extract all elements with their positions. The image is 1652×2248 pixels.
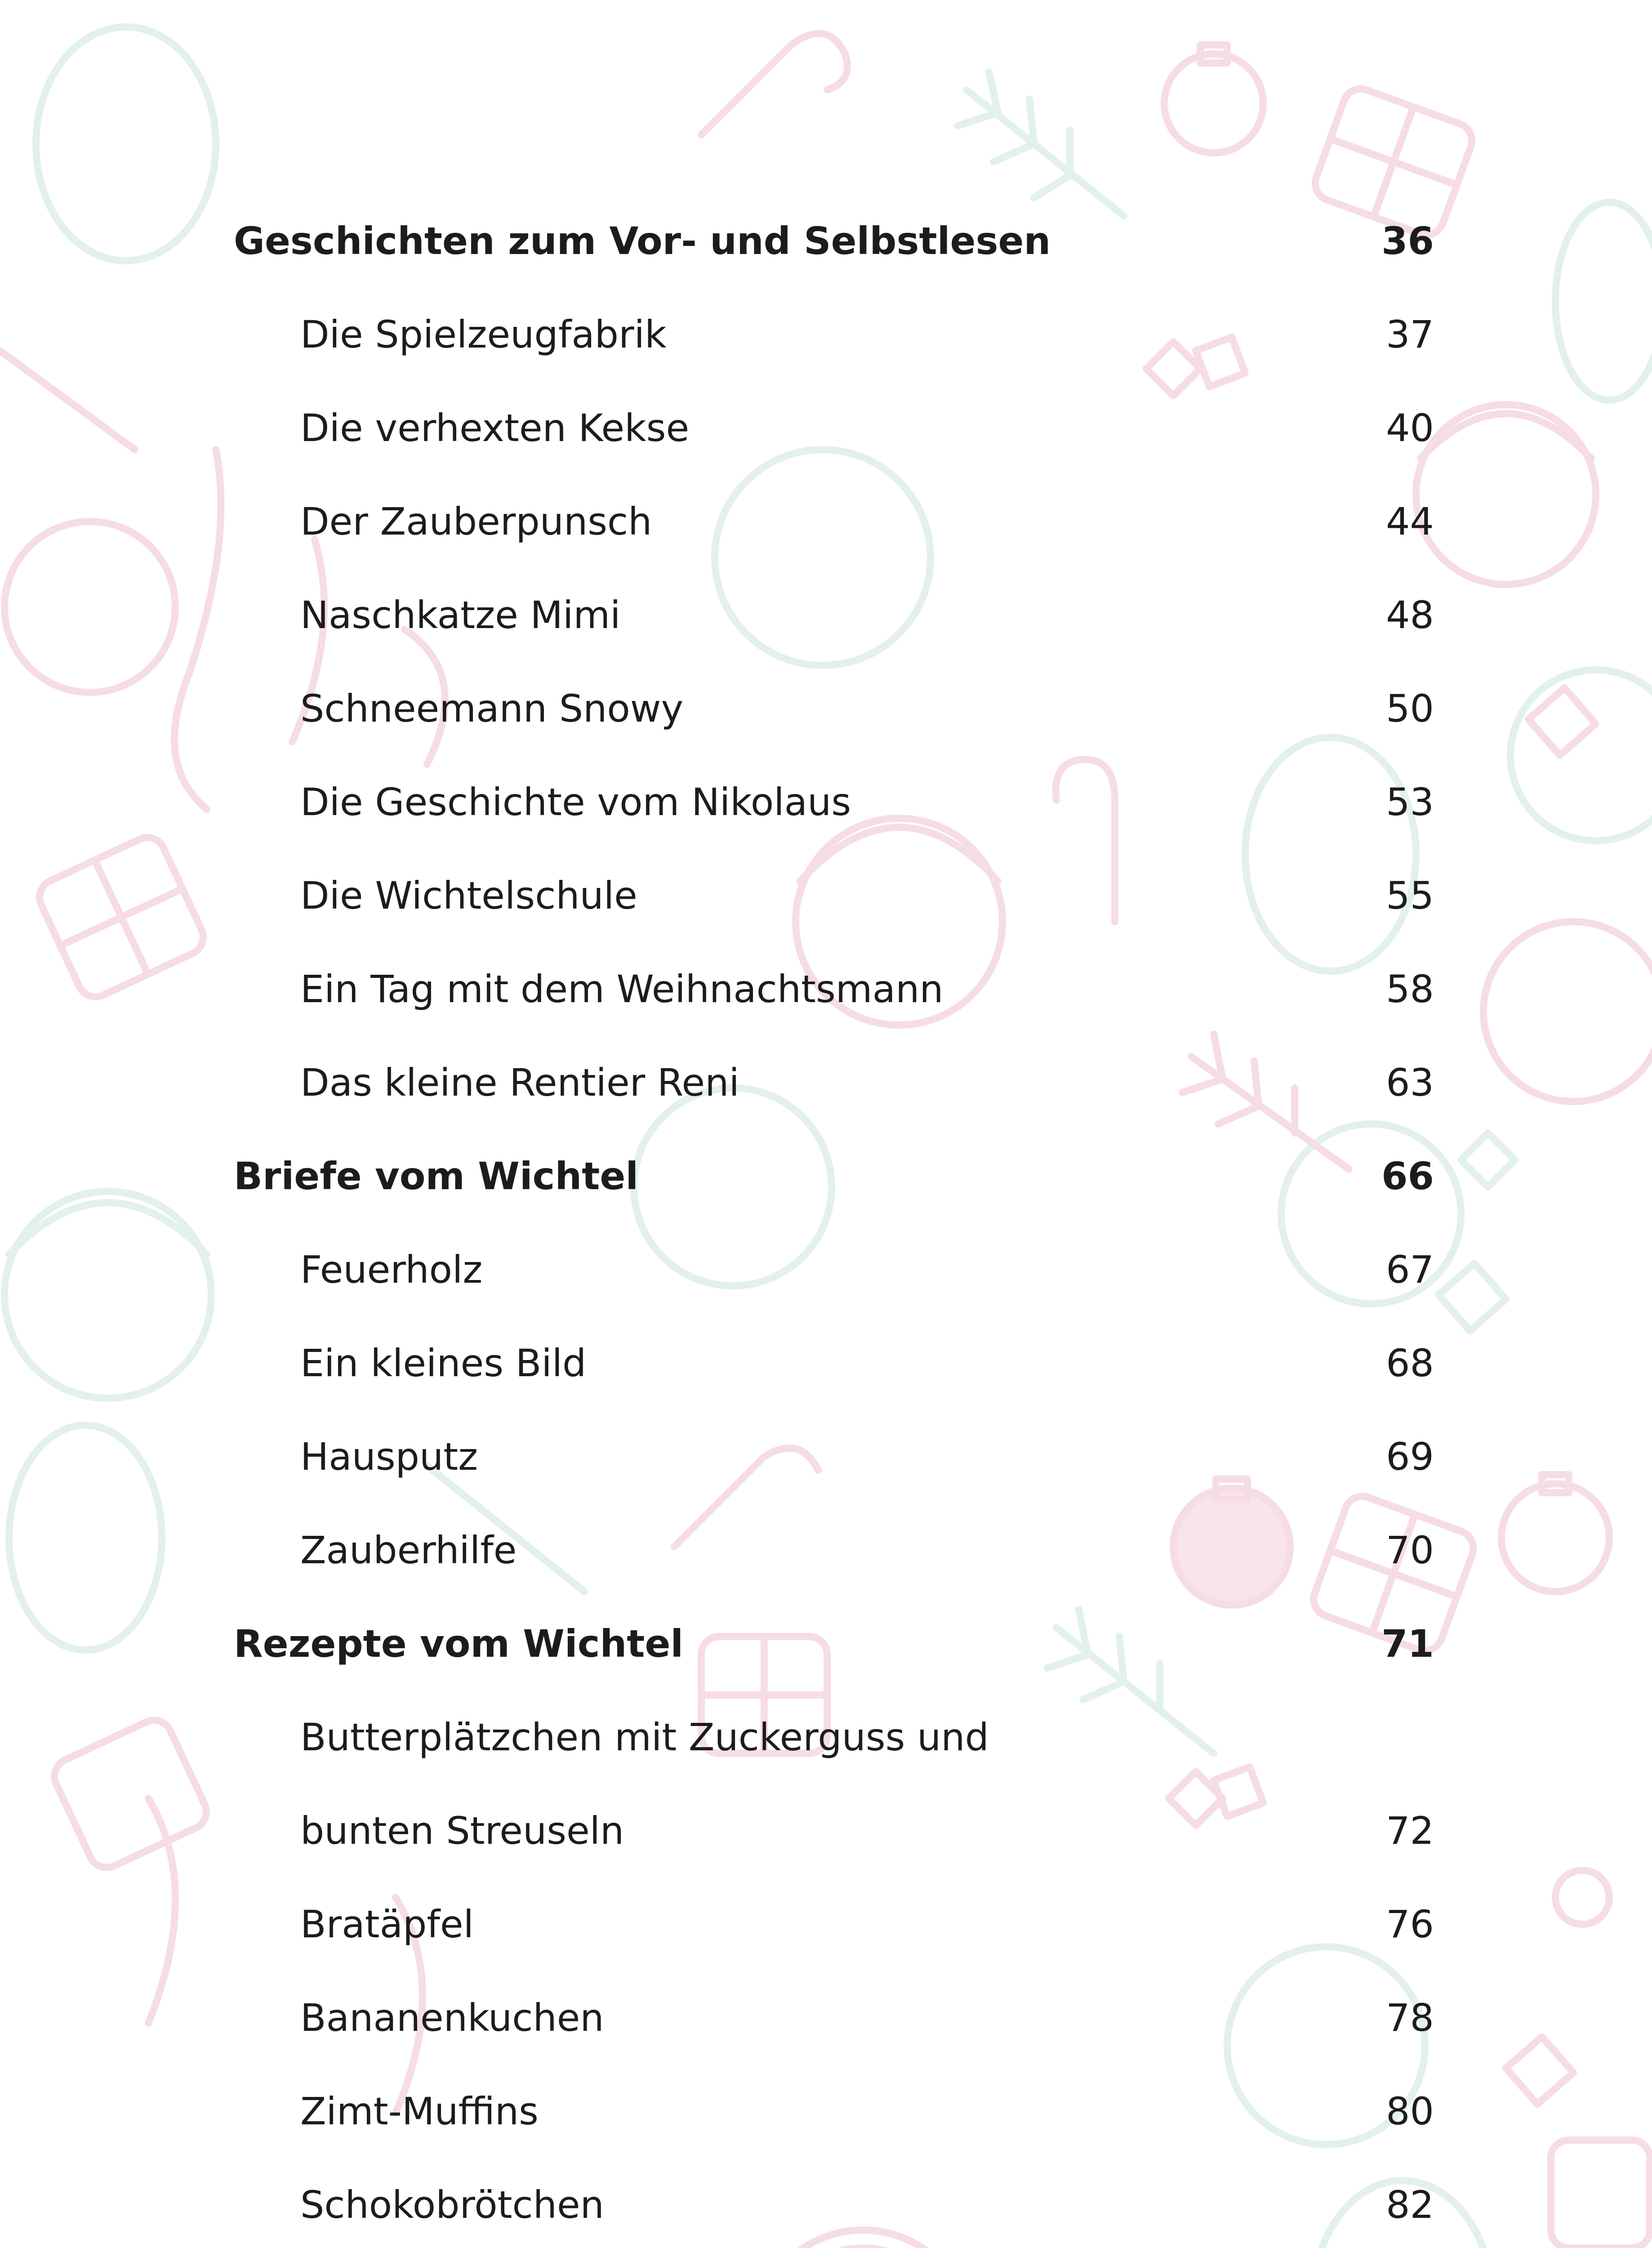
section-title: Geschichten zum Vor- und Selbstlesen xyxy=(234,219,1051,263)
entry-page-number: 80 xyxy=(1386,2089,1434,2133)
toc-entry-row[interactable] xyxy=(0,967,1652,1064)
toc-section-row[interactable] xyxy=(0,219,1652,316)
toc-entry-row[interactable] xyxy=(0,1061,1652,1157)
entry-page-number: 68 xyxy=(1386,1341,1434,1385)
entry-title: Bratäpfel xyxy=(300,1902,474,1946)
toc-entry-row[interactable] xyxy=(0,1715,1652,1812)
toc-entry-row[interactable] xyxy=(0,2089,1652,2186)
entry-title: Ein kleines Bild xyxy=(300,1341,587,1385)
entry-page-number: 69 xyxy=(1386,1435,1434,1479)
section-title: Rezepte vom Wichtel xyxy=(234,1622,684,1666)
entry-title: Butterplätzchen mit Zuckerguss und xyxy=(300,1715,989,1759)
toc-entry-row[interactable] xyxy=(0,406,1652,503)
entry-page-number: 44 xyxy=(1386,500,1434,544)
entry-title: Die Geschichte vom Nikolaus xyxy=(300,780,851,824)
entry-page-number: 82 xyxy=(1386,2183,1434,2227)
entry-title: Das kleine Rentier Reni xyxy=(300,1061,739,1105)
entry-title: Schokobrötchen xyxy=(300,2183,604,2227)
toc-entry-row[interactable] xyxy=(0,1435,1652,1531)
entry-page-number: 70 xyxy=(1386,1528,1434,1572)
entry-page-number: 67 xyxy=(1386,1248,1434,1292)
entry-page-number: 63 xyxy=(1386,1061,1434,1105)
toc-section-row[interactable] xyxy=(0,1154,1652,1251)
entry-title: Ein Tag mit dem Weihnachtsmann xyxy=(300,967,944,1011)
entry-page-number: 72 xyxy=(1386,1809,1434,1853)
entry-title: Die verhexten Kekse xyxy=(300,406,690,450)
toc-entry-row[interactable] xyxy=(0,874,1652,970)
toc-entry-row[interactable] xyxy=(0,780,1652,877)
section-page-number: 36 xyxy=(1381,219,1434,263)
entry-title: Die Wichtelschule xyxy=(300,874,637,918)
toc-entry-row[interactable] xyxy=(0,1996,1652,2092)
entry-title: Zimt-Muffins xyxy=(300,2089,539,2133)
entry-page-number: 50 xyxy=(1386,687,1434,731)
entry-title: Hausputz xyxy=(300,1435,478,1479)
section-page-number: 66 xyxy=(1381,1154,1434,1198)
entry-page-number: 53 xyxy=(1386,780,1434,824)
toc-entry-row[interactable] xyxy=(0,593,1652,690)
toc-entry-row[interactable] xyxy=(0,1248,1652,1344)
toc-entry-row[interactable] xyxy=(0,1809,1652,1905)
entry-title: bunten Streuseln xyxy=(300,1809,624,1853)
section-title: Briefe vom Wichtel xyxy=(234,1154,639,1198)
entry-page-number: 37 xyxy=(1386,312,1434,357)
toc-entry-row[interactable] xyxy=(0,312,1652,409)
entry-page-number: 76 xyxy=(1386,1902,1434,1946)
entry-page-number: 58 xyxy=(1386,967,1434,1011)
section-page-number: 71 xyxy=(1381,1622,1434,1666)
toc-entry-row[interactable] xyxy=(0,1341,1652,1438)
entry-page-number: 78 xyxy=(1386,1996,1434,2040)
entry-title: Naschkatze Mimi xyxy=(300,593,621,637)
entry-page-number: 40 xyxy=(1386,406,1434,450)
entry-page-number: 55 xyxy=(1386,874,1434,918)
entry-title: Zauberhilfe xyxy=(300,1528,517,1572)
toc-entry-row[interactable] xyxy=(0,687,1652,783)
toc-entry-row[interactable] xyxy=(0,2183,1652,2248)
toc-section-row[interactable] xyxy=(0,1622,1652,1718)
entry-title: Die Spielzeugfabrik xyxy=(300,312,667,357)
toc-entry-row[interactable] xyxy=(0,1902,1652,1999)
entry-title: Schneemann Snowy xyxy=(300,687,684,731)
toc-entry-row[interactable] xyxy=(0,1528,1652,1625)
toc-entry-row[interactable] xyxy=(0,500,1652,596)
entry-title: Feuerholz xyxy=(300,1248,483,1292)
entry-title: Der Zauberpunsch xyxy=(300,500,652,544)
entry-page-number: 48 xyxy=(1386,593,1434,637)
entry-title: Bananenkuchen xyxy=(300,1996,604,2040)
